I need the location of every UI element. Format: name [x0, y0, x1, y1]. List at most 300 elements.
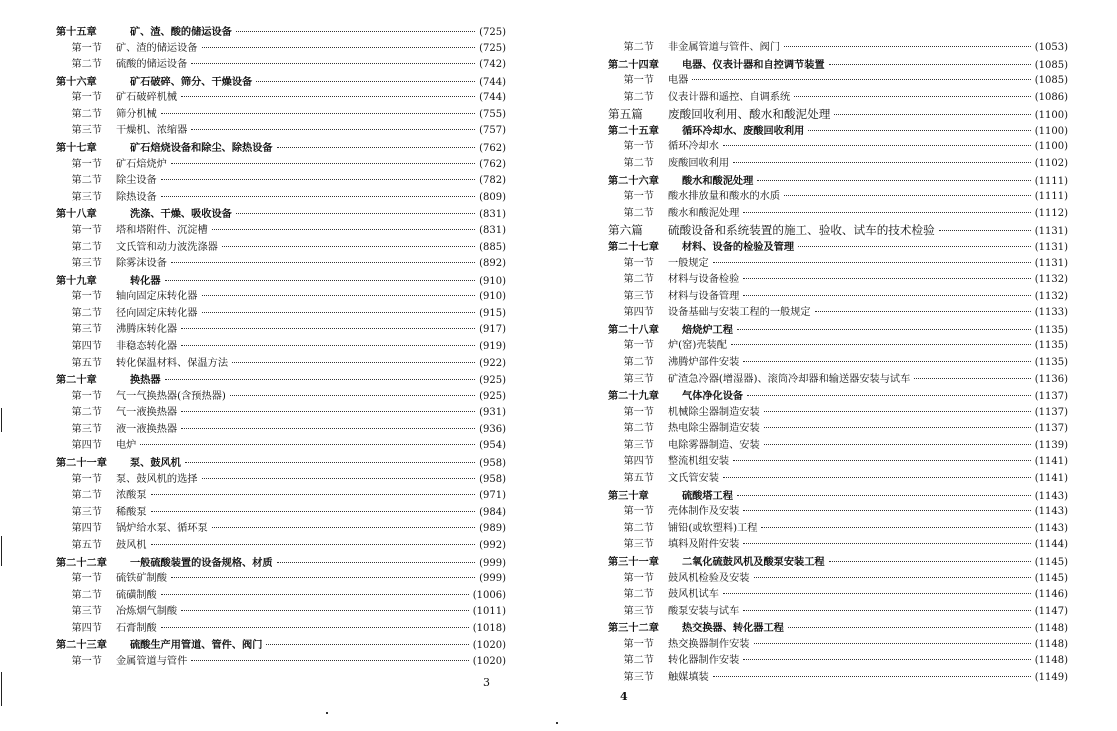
page-reference: (1131)	[1034, 241, 1068, 253]
chapter-number: 第二十章	[56, 374, 97, 387]
page-reference: (1141)	[1034, 456, 1068, 468]
dot-leader	[757, 180, 1030, 181]
page-reference: (1006)	[472, 589, 506, 601]
dot-leader	[277, 562, 475, 563]
section-title: 矿石破碎机械	[116, 92, 178, 104]
section-title: 非金属管道与管件、阀门	[668, 42, 781, 53]
toc-entry-section	[56, 173, 506, 189]
toc-entry-section	[608, 521, 1068, 537]
toc-entry-section	[56, 256, 506, 272]
section-title: 沸腾床转化器	[116, 324, 178, 336]
toc-entry-part	[608, 222, 1068, 238]
section-title: 炉(窑)壳装配	[668, 340, 727, 352]
page-reference: (742)	[479, 59, 506, 71]
section-title: 干燥机、浓缩器	[116, 125, 188, 137]
section-title: 鼓风机试车	[668, 589, 719, 601]
dot-leader	[794, 96, 1030, 97]
section-number: 第三节	[623, 539, 654, 551]
dot-leader	[165, 280, 476, 281]
toc-entry-part	[608, 106, 1068, 122]
section-title: 非稳态转化器	[116, 340, 178, 352]
dot-leader	[140, 444, 475, 445]
dot-leader	[161, 179, 475, 180]
dot-leader	[733, 460, 1031, 461]
chapter-title: 材料、设备的检验及管理	[682, 240, 795, 253]
toc-entry-section	[608, 637, 1068, 653]
section-number: 第二节	[623, 423, 654, 435]
page-reference: (1135)	[1034, 324, 1068, 336]
section-number: 第二节	[623, 655, 654, 667]
dot-leader	[764, 444, 1031, 445]
section-number: 第四节	[71, 340, 102, 352]
toc-entry-section	[56, 604, 506, 620]
section-title: 酸泵安装与试车	[668, 605, 740, 617]
section-title: 一般规定	[668, 257, 709, 269]
page-reference: (936)	[479, 423, 506, 435]
section-title: 矿、渣的储运设备	[116, 42, 198, 54]
toc-entry-section	[56, 57, 506, 73]
toc-entry-section	[56, 538, 506, 554]
section-number: 第一节	[623, 257, 654, 269]
toc-entry-section	[56, 190, 506, 206]
dot-leader	[754, 643, 1031, 644]
page-reference: (971)	[479, 490, 506, 502]
section-number: 第三节	[71, 606, 102, 618]
section-title: 铺铅(或软塑料)工程	[668, 522, 758, 534]
page-reference: (1131)	[1034, 226, 1068, 238]
page-reference: (1111)	[1034, 175, 1068, 187]
toc-entry-chapter	[608, 620, 1068, 636]
section-title: 转化器制作安装	[668, 655, 740, 667]
section-number: 第一节	[623, 572, 654, 584]
chapter-title: 换热器	[130, 374, 161, 387]
section-title: 冶炼烟气制酸	[116, 606, 178, 618]
dot-leader	[202, 478, 476, 479]
dot-leader	[202, 312, 476, 313]
page-reference: (992)	[479, 539, 506, 551]
section-title: 硫铁矿制酸	[116, 573, 167, 585]
page-reference: (1141)	[1034, 473, 1068, 485]
section-number: 第二节	[623, 207, 654, 219]
page-reference: (999)	[479, 573, 506, 585]
section-title: 液一液换热器	[116, 423, 178, 435]
page-reference: (1137)	[1034, 406, 1068, 418]
chapter-number: 第二十四章	[608, 58, 659, 71]
page-reference: (919)	[479, 340, 506, 352]
toc-entry-section	[56, 41, 506, 57]
section-number: 第二节	[71, 108, 102, 120]
section-number: 第三节	[623, 439, 654, 451]
page-reference: (831)	[479, 224, 506, 236]
section-title: 气一气换热器(含预热器)	[116, 390, 226, 402]
scan-dust-mark	[556, 722, 558, 724]
section-title: 转化保温材料、保温方法	[116, 357, 229, 369]
section-number: 第一节	[623, 406, 654, 418]
page-reference: (1149)	[1034, 671, 1068, 683]
section-number: 第一节	[623, 191, 654, 203]
section-number: 第二节	[71, 241, 102, 253]
page-reference: (984)	[479, 506, 506, 518]
toc-entry-section	[608, 587, 1068, 603]
page-reference: (931)	[479, 407, 506, 419]
toc-entry-section	[608, 405, 1068, 421]
part-number: 第五篇	[608, 107, 643, 122]
dot-leader	[784, 195, 1031, 196]
page-reference: (910)	[479, 275, 506, 287]
section-title: 泵、鼓风机的选择	[116, 473, 198, 485]
page-reference: (1148)	[1034, 623, 1068, 635]
chapter-title: 矿石焙烧设备和除尘、除热设备	[130, 142, 273, 155]
dot-leader	[185, 462, 475, 463]
part-title: 废酸回收利用、酸水和酸泥处理	[668, 107, 831, 122]
dot-leader	[236, 31, 475, 32]
chapter-number: 第十六章	[56, 75, 97, 88]
toc-entry-section	[608, 189, 1068, 205]
section-title: 除尘设备	[116, 175, 157, 187]
page-reference: (1100)	[1034, 125, 1068, 137]
dot-leader	[171, 163, 475, 164]
toc-entry-section	[56, 306, 506, 322]
toc-entry-section	[56, 621, 506, 637]
page-reference: (892)	[479, 258, 506, 270]
chapter-title: 硫酸生产用管道、管件、阀门	[130, 639, 263, 652]
page-reference: (755)	[479, 108, 506, 120]
section-title: 筛分机械	[116, 108, 157, 120]
dot-leader	[151, 511, 476, 512]
page-reference: (1143)	[1034, 506, 1068, 518]
page-reference: (1145)	[1034, 556, 1068, 568]
chapter-number: 第二十三章	[56, 639, 107, 652]
section-title: 鼓风机	[116, 539, 147, 551]
page-reference: (757)	[479, 125, 506, 137]
page-reference: (915)	[479, 307, 506, 319]
page-reference: (1112)	[1034, 207, 1068, 219]
section-number: 第二节	[71, 589, 102, 601]
section-number: 第二节	[623, 158, 654, 170]
section-number: 第二节	[623, 274, 654, 286]
page-reference: (910)	[479, 291, 506, 303]
page-reference: (1139)	[1034, 439, 1068, 451]
section-number: 第二节	[71, 407, 102, 419]
page-reference: (1143)	[1034, 490, 1068, 502]
dot-leader	[743, 610, 1030, 611]
section-title: 硫磺制酸	[116, 589, 157, 601]
toc-entry-chapter	[608, 173, 1068, 189]
dot-leader	[761, 527, 1030, 528]
dot-leader	[834, 114, 1030, 115]
page-reference: (1053)	[1034, 42, 1068, 53]
section-number: 第一节	[71, 224, 102, 236]
page-reference: (1018)	[472, 622, 506, 634]
toc-entry-section	[608, 571, 1068, 587]
dot-leader	[764, 411, 1031, 412]
chapter-title: 一般硫酸装置的设备规格、材质	[130, 556, 273, 569]
toc-entry-section	[56, 405, 506, 421]
section-title: 酸水排放量和酸水的水质	[668, 191, 781, 203]
page-reference: (762)	[479, 143, 506, 155]
chapter-number: 第二十一章	[56, 457, 107, 470]
dot-leader	[181, 610, 469, 611]
dot-leader	[723, 477, 1031, 478]
toc-entry-section	[56, 240, 506, 256]
dot-leader	[171, 262, 475, 263]
dot-leader	[692, 79, 1030, 80]
page-reference: (1086)	[1034, 91, 1068, 103]
page-reference: (925)	[479, 390, 506, 402]
toc-entry-chapter	[608, 554, 1068, 570]
chapter-number: 第二十八章	[608, 323, 659, 336]
toc-entry-section	[608, 338, 1068, 354]
section-title: 电除雾器制造、安装	[668, 439, 760, 451]
toc-entry-section	[608, 604, 1068, 620]
toc-entry-chapter	[608, 488, 1068, 504]
section-number: 第四节	[623, 456, 654, 468]
chapter-title: 二氧化硫鼓风机及酸泵安装工程	[682, 555, 825, 568]
dot-leader	[743, 543, 1030, 544]
page-reference: (1131)	[1034, 257, 1068, 269]
page-reference: (989)	[479, 523, 506, 535]
section-title: 气一液换热器	[116, 407, 178, 419]
dot-leader	[181, 328, 475, 329]
section-number: 第四节	[623, 307, 654, 319]
toc-entry-chapter	[608, 123, 1068, 139]
toc-entry-section	[608, 504, 1068, 520]
page-reference: (1137)	[1034, 423, 1068, 435]
toc-entry-section	[56, 472, 506, 488]
page-reference: (1100)	[1034, 141, 1068, 153]
section-title: 沸腾炉部件安装	[668, 356, 740, 368]
page-reference: (1145)	[1034, 572, 1068, 584]
section-title: 壳体制作及安装	[668, 506, 740, 518]
page-reference: (922)	[479, 357, 506, 369]
page-reference: (782)	[479, 175, 506, 187]
dot-leader	[232, 362, 475, 363]
dot-leader	[151, 494, 476, 495]
toc-entry-section	[608, 372, 1068, 388]
section-number: 第二节	[623, 91, 654, 103]
chapter-number: 第十七章	[56, 142, 97, 155]
scan-margin-mark	[1, 536, 2, 566]
page-reference: (1020)	[472, 640, 506, 652]
section-title: 材料与设备管理	[668, 290, 740, 302]
dot-leader	[788, 627, 1031, 628]
section-title: 硫酸的储运设备	[116, 59, 188, 71]
toc-entry-section	[608, 139, 1068, 155]
section-number: 第三节	[71, 423, 102, 435]
toc-entry-section	[608, 40, 1068, 56]
section-number: 第五节	[71, 539, 102, 551]
dot-leader	[161, 594, 469, 595]
toc-entry-section	[608, 73, 1068, 89]
chapter-title: 泵、鼓风机	[130, 457, 181, 470]
section-title: 文氏管安装	[668, 473, 719, 485]
section-number: 第一节	[623, 75, 654, 87]
page-reference: (1147)	[1034, 605, 1068, 617]
section-number: 第一节	[71, 158, 102, 170]
page-reference: (917)	[479, 324, 506, 336]
dot-leader	[161, 113, 475, 114]
toc-entry-chapter	[608, 388, 1068, 404]
toc-entry-section	[56, 654, 506, 670]
page-reference: (1148)	[1034, 655, 1068, 667]
dot-leader	[266, 644, 468, 645]
section-title: 酸水和酸泥处理	[668, 207, 740, 219]
section-title: 电器	[668, 75, 689, 87]
left-page-number: 3	[483, 676, 490, 689]
dot-leader	[737, 329, 1031, 330]
dot-leader	[202, 47, 476, 48]
toc-entry-section	[608, 438, 1068, 454]
page-reference: (885)	[479, 241, 506, 253]
section-number: 第三节	[623, 671, 654, 683]
dot-leader	[277, 147, 475, 148]
toc-entry-section	[56, 422, 506, 438]
page-reference: (1135)	[1034, 356, 1068, 368]
section-number: 第二节	[623, 522, 654, 534]
section-number: 第一节	[71, 390, 102, 402]
section-number: 第一节	[71, 655, 102, 667]
section-title: 锅炉给水泵、循环泵	[116, 523, 208, 535]
dot-leader	[731, 344, 1031, 345]
dot-leader	[191, 63, 475, 64]
toc-entry-section	[56, 157, 506, 173]
page-reference: (1136)	[1034, 373, 1068, 385]
chapter-number: 第二十七章	[608, 240, 659, 253]
section-title: 设备基础与安装工程的一般规定	[668, 307, 811, 319]
chapter-title: 矿石破碎、筛分、干燥设备	[130, 75, 253, 88]
page-reference: (744)	[479, 92, 506, 104]
right-page	[558, 0, 1117, 731]
scan-margin-mark	[1, 672, 2, 706]
section-number: 第一节	[623, 638, 654, 650]
section-number: 第五节	[623, 473, 654, 485]
section-title: 废酸回收利用	[668, 158, 730, 170]
page-reference: (1146)	[1034, 589, 1068, 601]
scan-margin-mark	[1, 408, 2, 432]
dot-leader	[784, 46, 1031, 47]
dot-leader	[191, 660, 468, 661]
page-reference: (1132)	[1034, 274, 1068, 286]
chapter-number: 第三十二章	[608, 622, 659, 635]
dot-leader	[161, 627, 469, 628]
chapter-number: 第三十一章	[608, 555, 659, 568]
section-title: 矿石焙烧炉	[116, 158, 167, 170]
dot-leader	[743, 510, 1030, 511]
section-title: 热电除尘器制造安装	[668, 423, 760, 435]
section-title: 填料及附件安装	[668, 539, 740, 551]
toc-entry-section	[56, 90, 506, 106]
toc-entry-section	[56, 438, 506, 454]
page-reference: (958)	[479, 473, 506, 485]
page-reference: (725)	[479, 27, 506, 38]
dot-leader	[181, 428, 475, 429]
dot-leader	[798, 246, 1031, 247]
dot-leader	[236, 213, 475, 214]
dot-leader	[222, 246, 475, 247]
section-number: 第二节	[623, 42, 654, 53]
page-reference: (744)	[479, 76, 506, 88]
dot-leader	[191, 129, 475, 130]
dot-leader	[181, 345, 475, 346]
toc-entry-chapter	[56, 206, 506, 222]
section-title: 鼓风机检验及安装	[668, 572, 750, 584]
scan-dust-mark	[326, 712, 328, 714]
chapter-title: 循环冷却水、废酸回收利用	[682, 124, 805, 137]
page-reference: (1102)	[1034, 158, 1068, 170]
toc-entry-section	[608, 156, 1068, 172]
toc-entry-section	[56, 289, 506, 305]
section-number: 第三节	[623, 373, 654, 385]
section-number: 第一节	[71, 573, 102, 585]
chapter-number: 第十八章	[56, 208, 97, 221]
section-title: 机械除尘器制造安装	[668, 406, 760, 418]
dot-leader	[212, 527, 475, 528]
toc-entry-section	[608, 653, 1068, 669]
chapter-title: 气体净化设备	[682, 390, 744, 403]
chapter-title: 洗涤、干燥、吸收设备	[130, 208, 232, 221]
toc-entry-section	[56, 107, 506, 123]
chapter-title: 酸水和酸泥处理	[682, 174, 754, 187]
toc-entry-section	[56, 389, 506, 405]
page-reference: (809)	[479, 191, 506, 203]
toc-entry-chapter	[56, 637, 506, 653]
left-toc-list	[56, 24, 506, 670]
section-title: 塔和塔附件、沉淀槽	[116, 224, 208, 236]
dot-leader	[230, 395, 475, 396]
dot-leader	[202, 295, 476, 296]
dot-leader	[212, 229, 475, 230]
chapter-number: 第二十九章	[608, 390, 659, 403]
toc-entry-chapter	[56, 140, 506, 156]
toc-entry-chapter	[56, 24, 506, 40]
toc-entry-chapter	[56, 455, 506, 471]
dot-leader	[723, 145, 1031, 146]
toc-entry-section	[608, 537, 1068, 553]
page-reference: (1100)	[1034, 110, 1068, 122]
toc-entry-section	[56, 571, 506, 587]
toc-entry-chapter	[608, 57, 1068, 73]
section-number: 第二节	[623, 589, 654, 601]
section-number: 第二节	[71, 59, 102, 71]
dot-leader	[713, 262, 1031, 263]
chapter-number: 第二十二章	[56, 556, 107, 569]
toc-entry-section	[608, 272, 1068, 288]
section-title: 除雾沫设备	[116, 258, 167, 270]
section-number: 第一节	[71, 291, 102, 303]
section-number: 第二节	[623, 356, 654, 368]
toc-entry-section	[608, 206, 1068, 222]
section-title: 轴向固定床转化器	[116, 291, 198, 303]
toc-entry-section	[56, 356, 506, 372]
toc-entry-section	[608, 670, 1068, 686]
section-number: 第二节	[71, 490, 102, 502]
toc-entry-chapter	[56, 273, 506, 289]
dot-leader	[181, 411, 475, 412]
section-title: 循环冷却水	[668, 141, 719, 153]
section-number: 第一节	[71, 42, 102, 54]
page-reference: (1137)	[1034, 391, 1068, 403]
page-reference: (1111)	[1034, 191, 1068, 203]
chapter-number: 第十五章	[56, 26, 97, 38]
toc-entry-chapter	[608, 322, 1068, 338]
chapter-number: 第十九章	[56, 274, 97, 287]
left-page	[0, 0, 558, 731]
section-number: 第一节	[71, 473, 102, 485]
page-reference: (762)	[479, 158, 506, 170]
section-title: 仪表计器和遥控、自调系统	[668, 91, 791, 103]
page-reference: (1132)	[1034, 290, 1068, 302]
page-reference: (1135)	[1034, 340, 1068, 352]
